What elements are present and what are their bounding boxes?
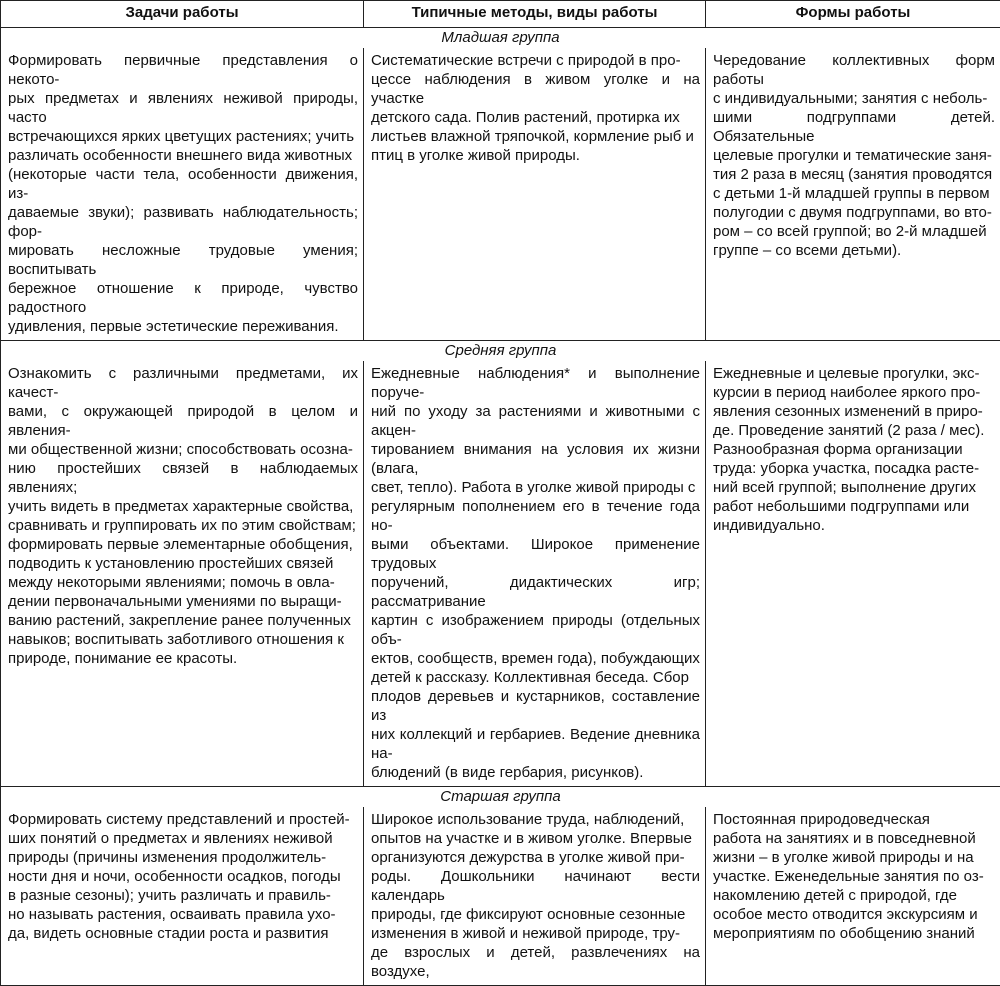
methods-text: Ежедневные наблюдения* и выполнение поруче- ний по уходу за растениями и животными с акцен- тированием внимания на условия их жизни (влага, свет, тепло). Работа в уголке живой природы с регулярным пополнением его в течение года но- выми объектами. Широкое применение трудовых поручений, дидактических игр; рассматривание картин с изображением природы (отдельных объ- ектов, сообществ, времен года), побуждающих детей к рассказу. Коллективная беседа. Сбор плодов деревьев и кустарников, составление из них коллекций и гербариев. Ведение дневника на- блюдений (в виде гербария, рисунков). bbox=[371, 365, 700, 781]
cell-tasks bbox=[1, 48, 364, 341]
tasks-text: Формировать первичные представления о некото- рых предметах и явлениях неживой природы, часто встречающихся ярких цветущих растениях; учить различать особенности внешнего вида животных (некоторые части тела, особенности движения, из- даваемые звуки); развивать наблюдательность; фор- мировать несложные трудовые умения; воспитывать бережное отношение к природе, чувство радостного удивления, первые эстетические переживания. bbox=[8, 52, 358, 335]
cell-tasks bbox=[1, 807, 364, 986]
table-row bbox=[1, 361, 1000, 787]
cell-methods bbox=[364, 361, 706, 787]
group-title-row bbox=[1, 341, 1000, 362]
group-title-junior: Младшая группа bbox=[1, 28, 1000, 49]
cell-forms bbox=[706, 807, 1000, 986]
tasks-text: Ознакомить с различными предметами, их качест- вами, с окружающей природой в целом и явления- ми общественной жизни; способствовать осозна- нию простейших связей в наблюдаемых явлениях; учить видеть в предметах характерные свойства, сравнивать и группировать их по этим свойствам; формировать первые элементарные обобщения, подводить к установлению простейших связей между некоторыми явлениями; помочь в овла- дении первоначальными умениями по выращи- ванию растений, закрепление ранее полученных навыков; воспитывать заботливого отношения к природе, понимание ее красоты. bbox=[8, 365, 358, 667]
group-title-row bbox=[1, 787, 1000, 808]
table-row bbox=[1, 807, 1000, 986]
table-row bbox=[1, 48, 1000, 341]
cell-methods bbox=[364, 48, 706, 341]
header-tasks: Задачи работы bbox=[1, 1, 364, 28]
cell-tasks bbox=[1, 361, 364, 787]
header-forms: Формы работы bbox=[706, 1, 1000, 28]
cell-methods bbox=[364, 807, 706, 986]
forms-text: Чередование коллективных форм работы с индивидуальными; занятия с неболь- шими подгруппами детей. Обязательные целевые прогулки и тематические заня- тия 2 раза в месяц (занятия проводятся с детьми 1-й младшей группы в первом полугодии с двумя подгруппами, во вто- ром – со всей группой; во 2-й младшей группе – со всеми детьми). bbox=[713, 52, 995, 259]
header-methods: Типичные методы, виды работы bbox=[364, 1, 706, 28]
methods-text: Широкое использование труда, наблюдений, опытов на участке и в живом уголке. Впервые организуются дежурства в уголке живой при- роды. Дошкольники начинают вести календарь природы, где фиксируют основные сезонные изменения в живой и неживой природе, тру- де взрослых и детей, развлечениях на воздухе, bbox=[371, 811, 700, 980]
header-row bbox=[1, 1, 1000, 28]
cell-forms bbox=[706, 48, 1000, 341]
group-title-senior: Старшая группа bbox=[1, 787, 1000, 808]
forms-text: Постоянная природоведческая работа на занятиях и в повседневной жизни – в уголке живой природы и на участке. Еженедельные занятия по оз- накомлению детей с природой, где особое место отводится экскурсиям и мероприятиям по обобщению знаний bbox=[713, 811, 984, 942]
cell-forms bbox=[706, 361, 1000, 787]
tasks-text: Формировать систему представлений и простей- ших понятий о предметах и явлениях неживой природы (причины изменения продолжитель- ности дня и ночи, особенности осадков, погоды в разные сезоны); учить различать и правиль- но называть растения, осваивать правила ухо- да, видеть основные стадии роста и развития bbox=[8, 811, 350, 942]
methods-text: Систематические встречи с природой в про- цессе наблюдения в живом уголке и на участке детского сада. Полив растений, протирка их листьев влажной тряпочкой, кормление рыб и птиц в уголке живой природы. bbox=[371, 52, 700, 164]
group-title-middle: Средняя группа bbox=[1, 341, 1000, 362]
forms-text: Ежедневные и целевые прогулки, экс- курсии в период наиболее яркого про- явления сезонных изменений в приро- де. Проведение занятий (2 раза / мес). Разнообразная форма организации труда: уборка участка, посадка расте- ний всей группой; выполнение других работ небольшими подгруппами или индивидуально. bbox=[713, 365, 984, 534]
group-title-row bbox=[1, 28, 1000, 49]
